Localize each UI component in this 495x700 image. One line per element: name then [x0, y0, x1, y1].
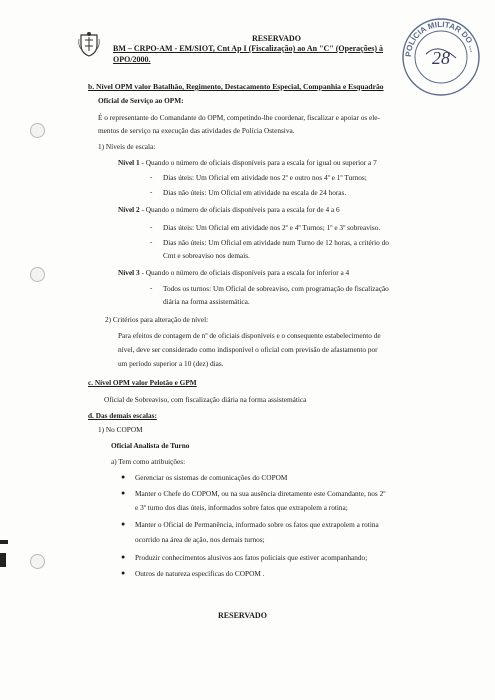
dash-marker: -	[150, 284, 153, 292]
level-2-line	[118, 205, 340, 214]
bullet-item: Outros de natureza específicas do COPOM .	[135, 569, 265, 578]
bullet-icon: ●	[121, 489, 126, 497]
level-2-detail: Dias não úteis: Um Oficial em atividade num Turno de 12 horas, a critério do	[163, 238, 389, 247]
bullet-item: Gerenciar os sistemas de comunicações do COPOM	[135, 473, 288, 482]
level-1-detail: Dias úteis: Um Oficial em atividade nos 2º e outro nos 4º e 1º Turnos;	[163, 173, 367, 182]
header-line-1: BM – CRPO-AM - EM/SIOT, Cnt Ap I (Fiscalização) ao An "C" (Operações) à	[113, 44, 384, 53]
attributions-intro: a) Tem como atribuições:	[111, 457, 186, 466]
paragraph-line: mentos de serviço na execução das atividades de Polícia Ostensiva.	[98, 126, 295, 135]
edge-mark	[0, 553, 6, 567]
bullet-item: Manter o Oficial de Permanência, informado sobre os fatos que extrapolem a rotina	[135, 520, 379, 529]
bullet-item: e 3º turno dos dias úteis, informados sobre fatos que extrapolem a rotina;	[135, 503, 348, 512]
dash-marker: -	[150, 238, 153, 246]
punch-hole	[30, 267, 45, 282]
item-copom: 1) No COPOM	[98, 425, 143, 434]
stamp-text: POLÍCIA MILITAR DO ...	[403, 19, 478, 58]
level-2-detail: Dias úteis: Um Oficial em atividade nos 2º e 4º Turnos; 1º e 3º sobreaviso.	[163, 223, 381, 232]
official-stamp	[398, 14, 484, 100]
level-3-detail: Todos os turnos: Um Oficial de sobreaviso, com programação de fiscalização	[163, 284, 389, 293]
paragraph-line: Para efeitos de contagem de nº de oficiais disponíveis e o consequente estabelecimento de	[118, 331, 381, 340]
bullet-icon: ●	[121, 520, 126, 528]
paragraph-line: É o representante do Comandante do OPM, competindo-lhe coordenar, fiscalizar e apoiar os ele-	[98, 113, 380, 122]
bullet-icon: ●	[121, 569, 126, 577]
punch-hole	[30, 554, 45, 569]
level-2-detail: Cmt e sobreaviso nos demais.	[163, 251, 250, 260]
bullet-item: Manter o Chefe do COPOM, ou na sua ausência diretamente este Comandante, nos 2º	[135, 489, 386, 498]
dash-marker: -	[150, 173, 153, 181]
level-2-text: - Quando o número de oficiais disponíveis para a escala for de 4 a 6	[139, 205, 340, 214]
dash-marker: -	[150, 188, 153, 196]
coat-of-arms-icon	[78, 31, 100, 57]
punch-hole	[30, 123, 45, 138]
dash-marker: -	[150, 223, 153, 231]
section-b-subheading: Oficial de Serviço ao OPM:	[98, 96, 184, 105]
level-3-detail: diária na forma assistemática.	[163, 297, 250, 306]
level-1-text: - Quando o número de oficiais disponíveis para a escala for igual ou superior a 7	[139, 158, 377, 167]
level-1-detail: Dias não úteis: Um Oficial em atividade na escala de 24 horas.	[163, 188, 347, 197]
section-d-subheading: Oficial Analista de Turno	[111, 441, 190, 450]
paragraph-line: nível, deve ser considerado como indisponível o oficial com previsão de afastamento por	[118, 345, 378, 354]
classification-top: RESERVADO	[252, 34, 301, 43]
classification-bottom: RESERVADO	[218, 611, 267, 620]
level-1-label: Nível 1	[118, 158, 140, 167]
section-c-heading: c. Nível OPM valor Pelotão e GPM	[88, 378, 197, 387]
level-3-label: Nível 3	[118, 268, 140, 277]
level-2-label: Nível 2	[118, 205, 140, 214]
level-3-line	[118, 268, 349, 277]
bullet-icon: ●	[121, 473, 126, 481]
item-1: 1) Níveis de escala:	[98, 142, 156, 151]
paragraph-line: um período superior a 10 (dez) dias.	[118, 359, 224, 368]
bullet-item: ocorrido na área de ação, nos demais turnos;	[135, 535, 265, 544]
edge-mark	[0, 540, 8, 544]
stamp-number: 28	[432, 48, 450, 68]
section-c-text: Oficial de Sobreaviso, com fiscalização diária na forma assistemática	[104, 395, 307, 404]
section-d-heading: d. Das demais escalas:	[88, 411, 157, 420]
level-1-line	[118, 158, 377, 167]
header-line-2: OPO/2000.	[113, 55, 151, 64]
level-3-text: - Quando o número de oficiais disponíveis para a escala for inferior a 4	[139, 268, 350, 277]
bullet-icon: ●	[121, 553, 126, 561]
item-2: 2) Critérios para alteração de nível:	[105, 315, 209, 324]
bullet-item: Produzir conhecimentos alusivos aos fatos policiais que estiver acompanhando;	[135, 553, 368, 562]
section-b-heading: b. Nível OPM valor Batalhão, Regimento, Destacamento Especial, Companhia e Esquadrão	[88, 82, 384, 91]
